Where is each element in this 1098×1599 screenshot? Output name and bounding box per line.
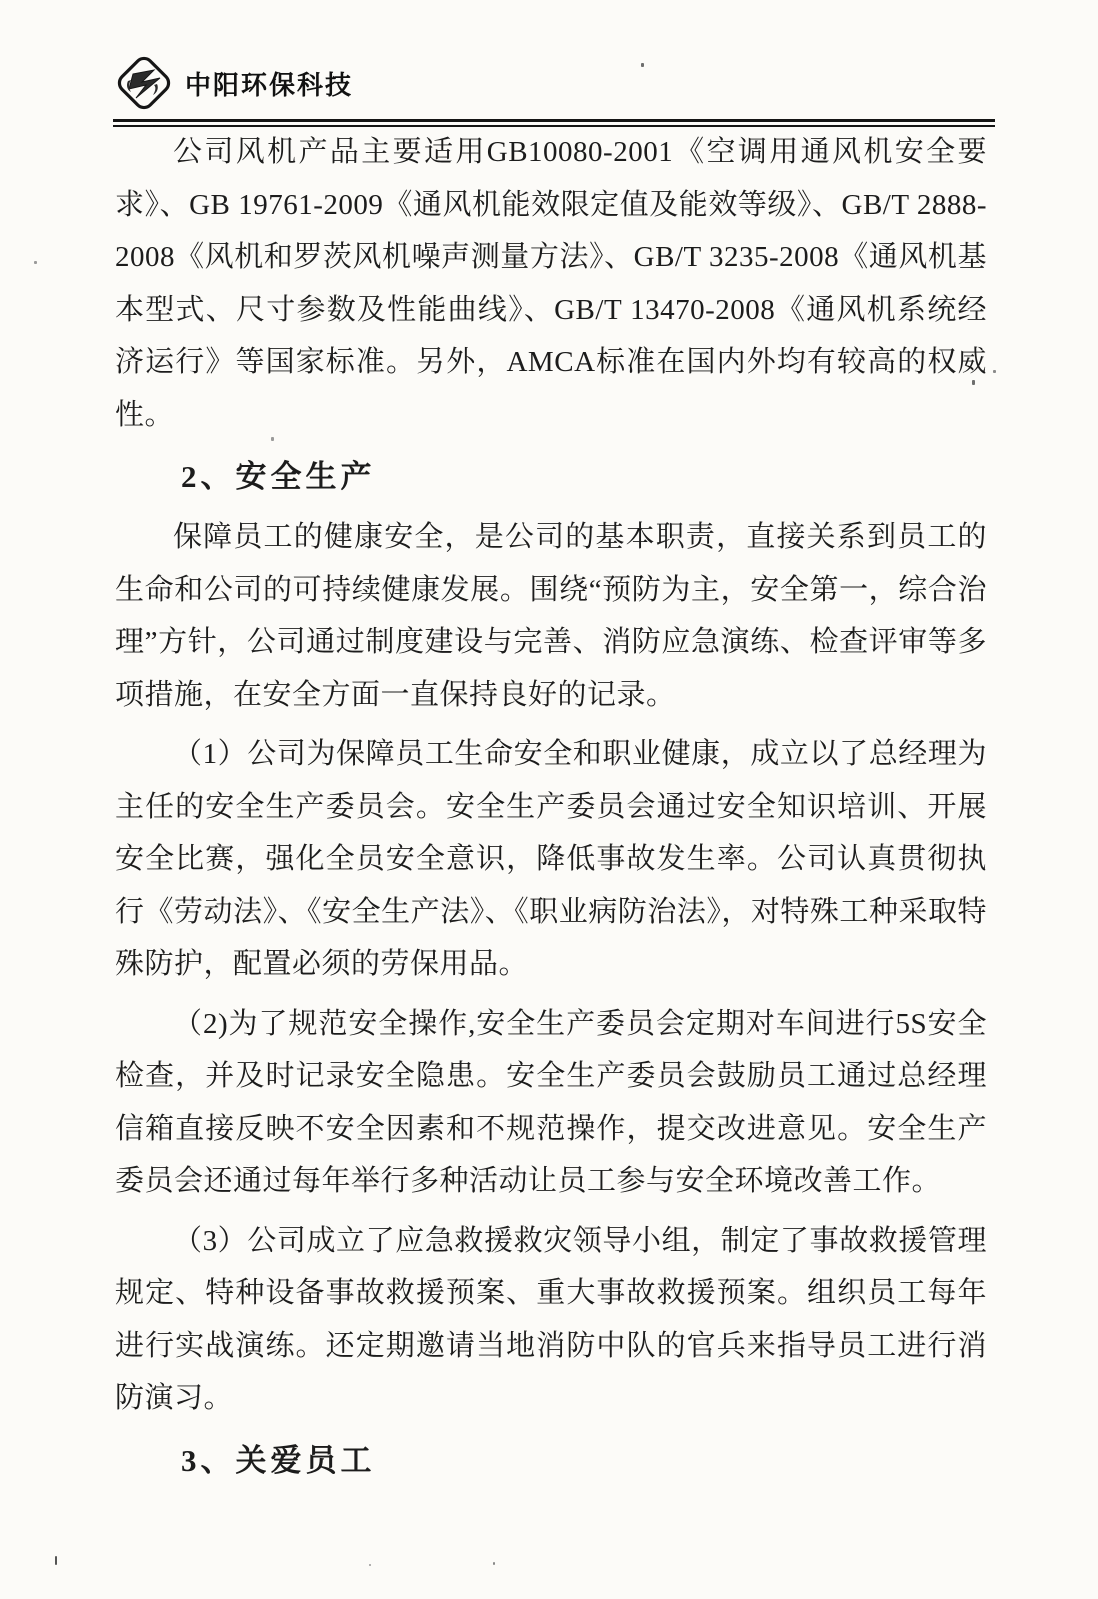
scan-speck bbox=[493, 1562, 495, 1565]
company-name: 中阳环保科技 bbox=[185, 69, 354, 100]
scan-speck bbox=[55, 1556, 57, 1565]
scan-speck bbox=[993, 370, 996, 373]
paragraph-safety-overview: 保障员工的健康安全，是公司的基本职责，直接关系到员工的生命和公司的可持续健康发展。围绕“预防为主，安全第一，综合治理”方针，公司通过制度建设与完善、消防应急演练、检查评审等多项措施，在安全方面一直保持良好的记录。 bbox=[115, 521, 987, 711]
company-logo bbox=[113, 54, 995, 112]
page-header bbox=[113, 54, 995, 127]
diamond-monogram-icon bbox=[113, 54, 175, 112]
scan-speck bbox=[34, 261, 37, 264]
scan-speck bbox=[641, 63, 644, 67]
paragraph-emergency-rescue: （3）公司成立了应急救援救灾领导小组，制定了事故救援管理规定、特种设备事故救援预案、重大事故救援预案。组织员工每年进行实战演练。还定期邀请当地消防中队的官兵来指导员工进行消防演习。 bbox=[115, 1224, 987, 1414]
scan-speck bbox=[271, 437, 274, 441]
scan-speck bbox=[972, 380, 975, 385]
divider-line-top bbox=[113, 119, 995, 122]
document-body bbox=[115, 126, 987, 1495]
paragraph-standards: 公司风机产品主要适用GB10080-2001《空调用通风机安全要求》、GB 19761-2009《通风机能效限定值及能效等级》、GB/T 2888-2008《风机和罗茨风机噪声测量方法》、GB/T 3235-2008《通风机基本型式、尺寸参数及性能曲线》、GB/T 13470-2008《通风机系统经济运行》等国家标准。另外，AMCA标准在国内外均有较高的权威性。 bbox=[115, 136, 987, 431]
scan-speck bbox=[369, 1564, 371, 1566]
heading-safety-production: 2、安全生产 bbox=[181, 459, 376, 494]
paragraph-5s-inspection: （2)为了规范安全操作,安全生产委员会定期对车间进行5S安全检查，并及时记录安全隐患。安全生产委员会鼓励员工通过总经理信箱直接反映不安全因素和不规范操作，提交改进意见。安全生产委员会还通过每年举行多种活动让员工参与安全环境改善工作。 bbox=[115, 1007, 987, 1197]
heading-care-employees: 3、关爱员工 bbox=[181, 1442, 376, 1478]
paragraph-safety-committee: （1）公司为保障员工生命安全和职业健康，成立以了总经理为主任的安全生产委员会。安全生产委员会通过安全知识培训、开展安全比赛，强化全员安全意识，降低事故发生率。公司认真贯彻执行《劳动法》、《安全生产法》、《职业病防治法》，对特殊工种采取特殊防护，配置必须的劳保用品。 bbox=[115, 738, 987, 980]
